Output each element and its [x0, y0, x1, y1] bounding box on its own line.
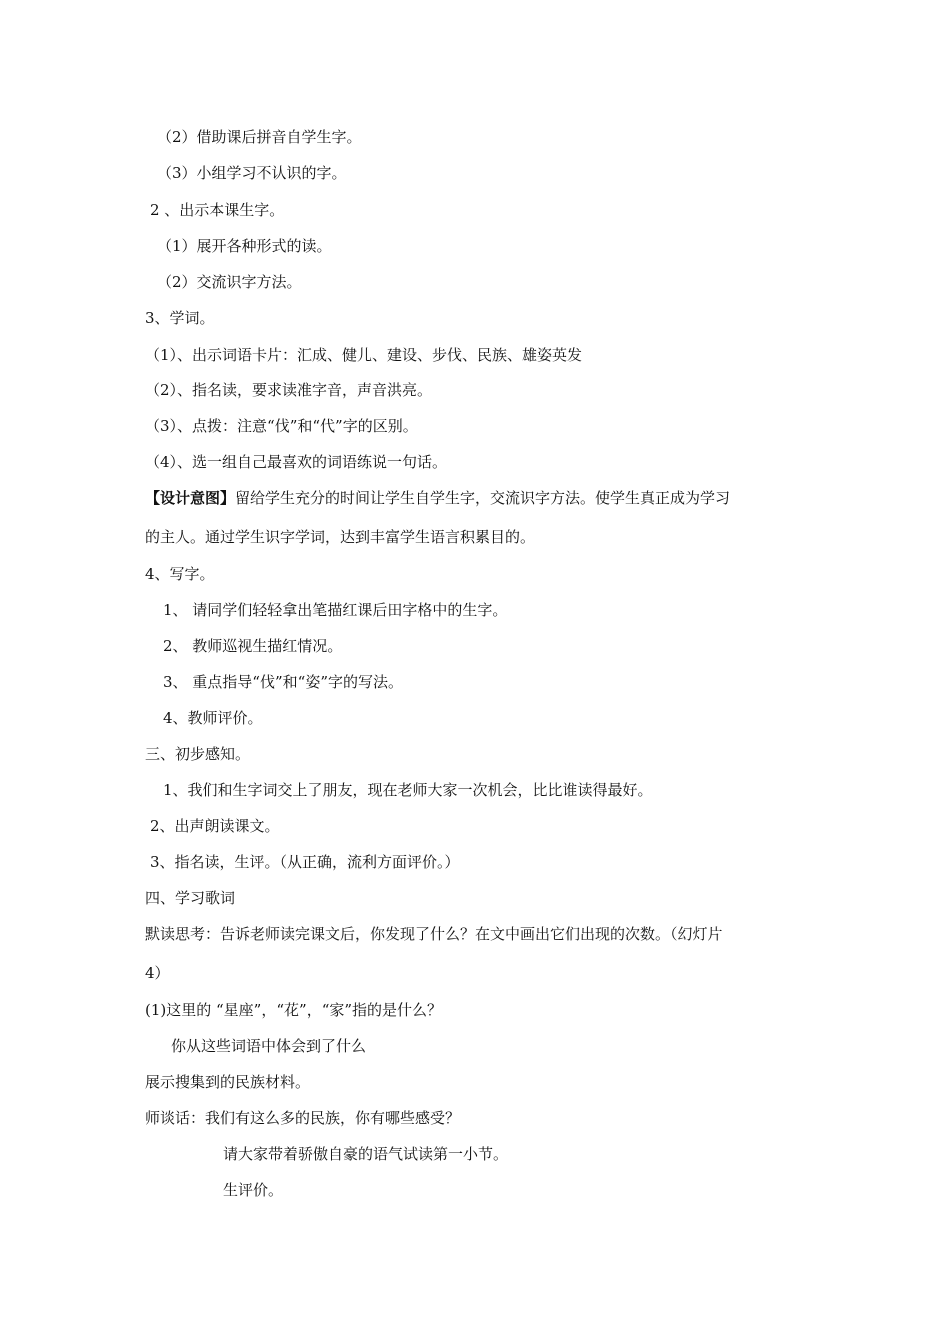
text-line-2: （3）小组学习不认识的字。 [157, 164, 347, 182]
text-line-6: 3、学词。 [145, 309, 215, 327]
text-line-20: 2、出声朗读课文。 [150, 817, 280, 835]
text-line-23: 默读思考：告诉老师读完课文后，你发现了什么？在文中画出它们出现的次数。（幻灯片 [145, 925, 723, 943]
text-line-25: (1)这里的 “星座”，“花”，“家”指的是什么？ [145, 1001, 443, 1019]
text-line-26: 你从这些词语中体会到了什么 [171, 1037, 367, 1055]
text-line-5: （2）交流识字方法。 [157, 273, 302, 291]
text-line-21: 3、指名读，生评。（从正确，流利方面评价。） [150, 853, 460, 871]
text-line-4: （1）展开各种形式的读。 [157, 237, 332, 255]
text-line-8: （2）、指名读，要求读准字音，声音洪亮。 [145, 381, 433, 399]
text-line-13: 4、写字。 [145, 565, 215, 583]
text-line-27: 展示搜集到的民族材料。 [145, 1073, 311, 1091]
text-line-19: 1、我们和生字词交上了朋友，现在老师大家一次机会，比比谁读得最好。 [163, 781, 653, 799]
text-line-3: 2 、出示本课生字。 [150, 201, 285, 219]
text-line-14: 1、 请同学们轻轻拿出笔描红课后田字格中的生字。 [163, 601, 508, 619]
text-line-10: （4）、选一组自己最喜欢的词语练说一句话。 [145, 453, 448, 471]
design-intent-text: 留给学生充分的时间让学生自学生字，交流识字方法。使学生真正成为学习 [235, 489, 731, 507]
design-intent-paragraph [145, 488, 730, 508]
text-line-7: （1）、出示词语卡片：汇成、健儿、建设、步伐、民族、雄姿英发 [145, 346, 583, 364]
text-line-15: 2、 教师巡视生描红情况。 [163, 637, 343, 655]
text-line-22: 四、学习歌词 [145, 889, 236, 907]
design-intent-heading: 【设计意图】 [145, 489, 236, 507]
text-line-1: （2）借助课后拼音自学生字。 [157, 128, 362, 146]
text-line-18: 三、初步感知。 [145, 745, 251, 763]
text-line-30: 生评价。 [223, 1181, 284, 1199]
text-line-17: 4、教师评价。 [163, 709, 263, 727]
text-line-28: 师谈话：我们有这么多的民族，你有哪些感受？ [145, 1109, 461, 1127]
text-line-12: 的主人。通过学生识字学词，达到丰富学生语言积累目的。 [145, 528, 536, 546]
text-line-16: 3、 重点指导“伐”和“姿”字的写法。 [163, 673, 403, 691]
text-line-9: （3）、点拨：注意“伐”和“代”字的区别。 [145, 417, 418, 435]
text-line-24: 4） [145, 964, 170, 982]
text-line-29: 请大家带着骄傲自豪的语气试读第一小节。 [223, 1145, 509, 1163]
